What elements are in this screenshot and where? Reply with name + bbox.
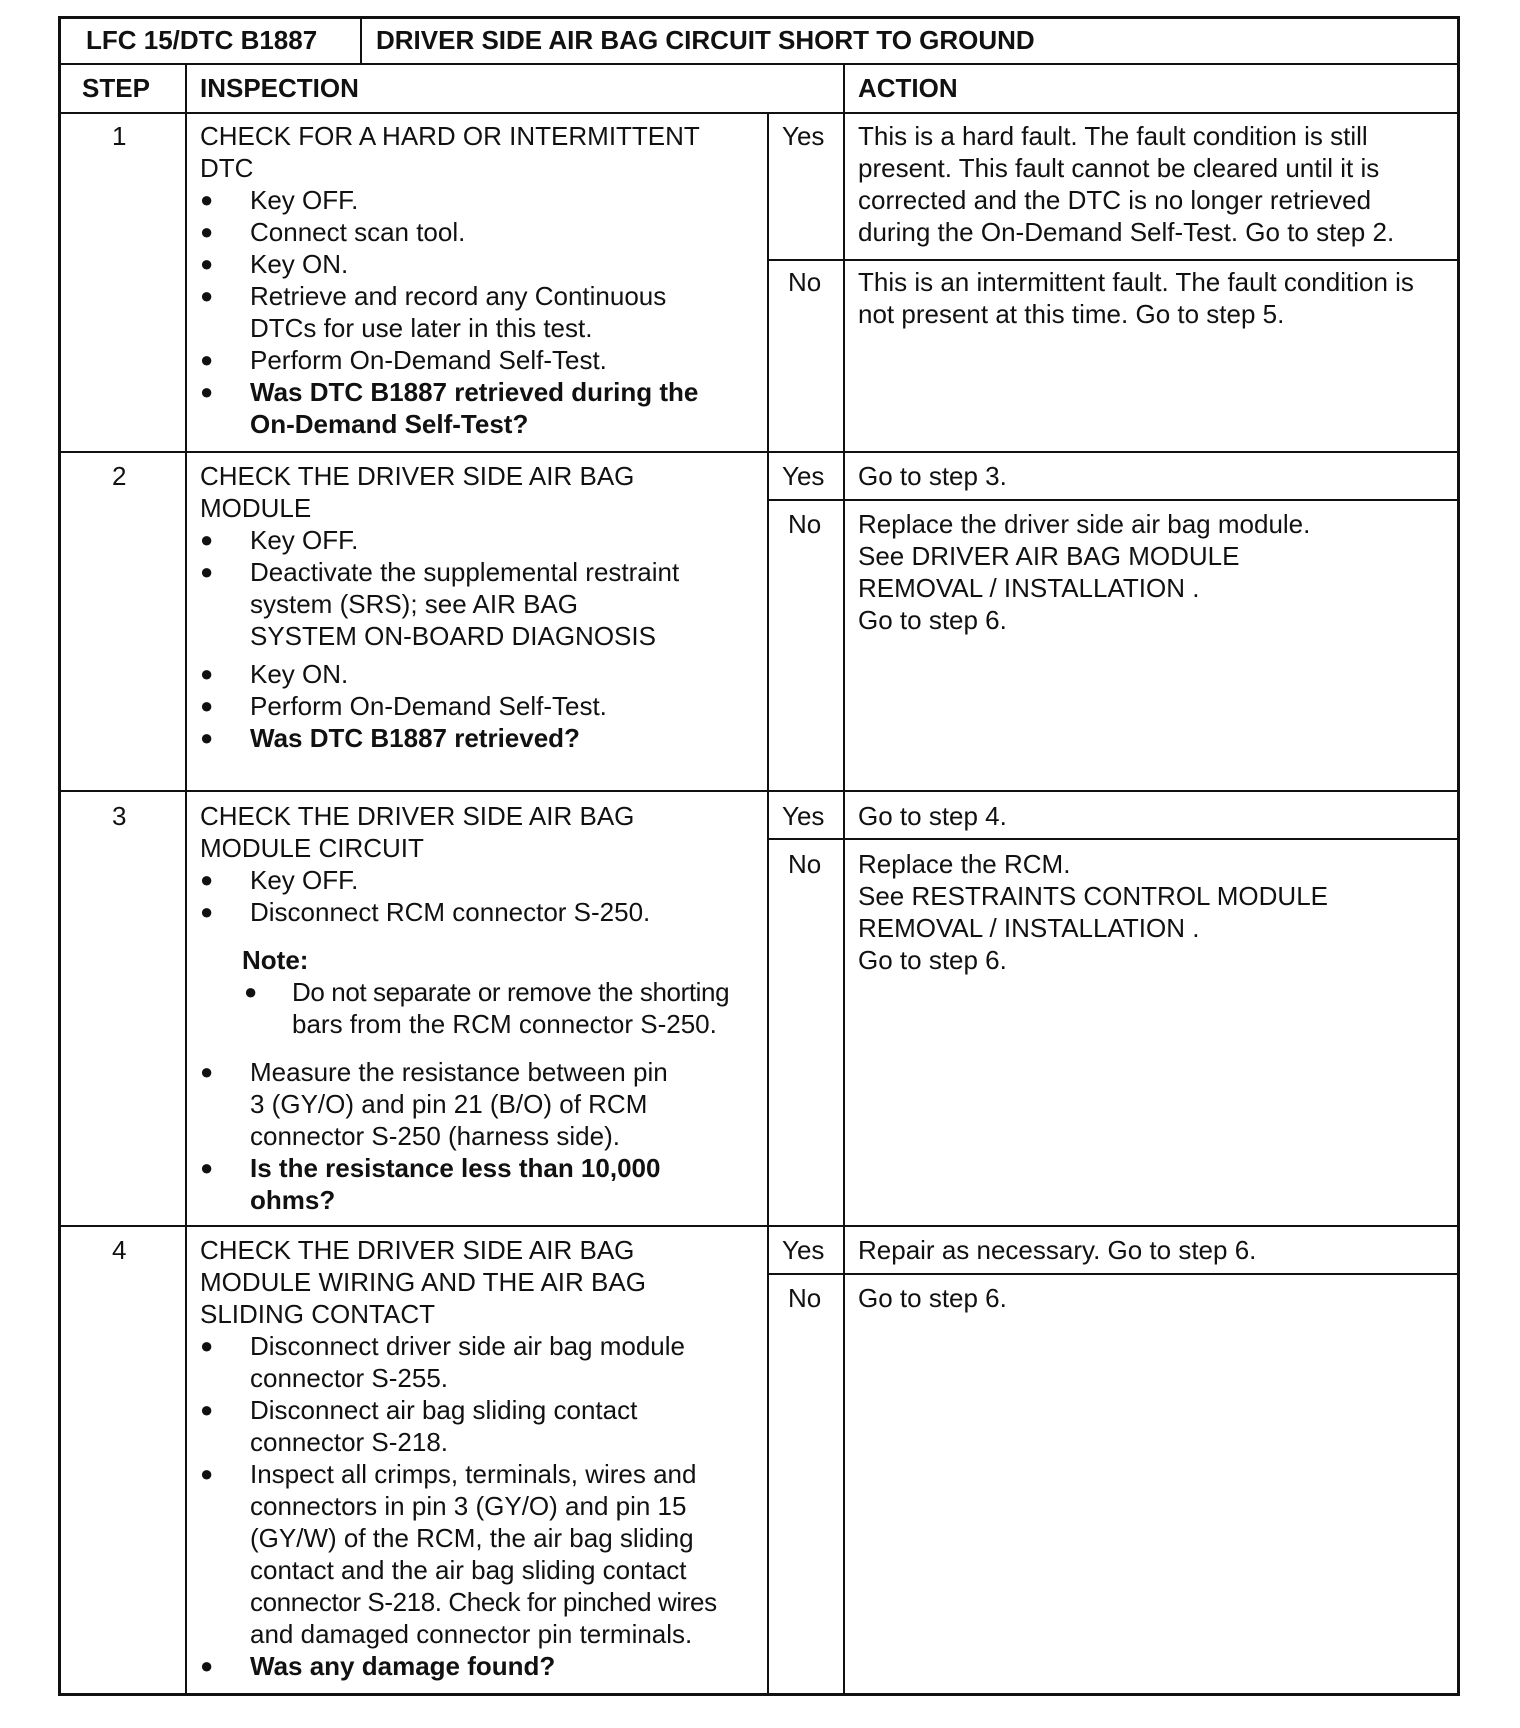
action-text: not present at this time. Go to step 5. (858, 299, 1285, 329)
step-4-yes-no-rule (767, 1273, 1460, 1275)
bullet-text: (GY/W) of the RCM, the air bag sliding (250, 1523, 694, 1553)
action-text: REMOVAL / INSTALLATION . (858, 573, 1200, 603)
bullet-text: connector S-218. Check for pinched wires (250, 1587, 717, 1617)
bullet-text: contact and the air bag sliding contact (250, 1555, 687, 1585)
bullet-text: Perform On-Demand Self-Test. (250, 691, 607, 721)
bullet-text: Key OFF. (250, 185, 359, 215)
step-title: DTC (200, 153, 254, 183)
bullet-text: Key ON. (250, 659, 349, 689)
header-rule (58, 63, 1460, 65)
action-text: Replace the driver side air bag module. (858, 509, 1311, 539)
bullet-icon: ● (200, 559, 214, 584)
bullet-icon: ● (200, 283, 214, 308)
no-label: No (788, 509, 822, 539)
step-title: CHECK THE DRIVER SIDE AIR BAG (200, 801, 635, 831)
action-text: Go to step 6. (858, 1283, 1007, 1313)
bullet-icon: ● (200, 1333, 214, 1358)
bullet-icon: ● (200, 347, 214, 372)
action-text: See DRIVER AIR BAG MODULE (858, 541, 1240, 571)
step-title: SLIDING CONTACT (200, 1299, 435, 1329)
bullet-text: Key OFF. (250, 525, 359, 555)
action-text: Replace the RCM. (858, 849, 1071, 879)
action-text: This is an intermittent fault. The fault condition is (858, 267, 1414, 297)
yes-label: Yes (782, 1235, 825, 1265)
step-3-rule (58, 1225, 1460, 1227)
step-title: MODULE WIRING AND THE AIR BAG (200, 1267, 646, 1297)
action-text: present. This fault cannot be cleared until it is (858, 153, 1380, 183)
bullet-text: Disconnect RCM connector S-250. (250, 897, 651, 927)
no-label: No (788, 267, 822, 297)
bullet-icon: ● (200, 693, 214, 718)
action-text: Go to step 4. (858, 801, 1007, 831)
yes-label: Yes (782, 801, 825, 831)
step-3-yes-no-rule (767, 838, 1460, 840)
bullet-text: Inspect all crimps, terminals, wires and (250, 1459, 697, 1489)
bullet-icon: ● (200, 187, 214, 212)
action-column-header: ACTION (858, 73, 958, 103)
step-title: MODULE CIRCUIT (200, 833, 424, 863)
bullet-icon: ● (200, 1461, 214, 1486)
step-title: MODULE (200, 493, 312, 523)
border-right (1457, 16, 1460, 1696)
bullet-text: Key OFF. (250, 865, 359, 895)
action-column-line (843, 64, 845, 1694)
action-text: REMOVAL / INSTALLATION . (858, 913, 1200, 943)
border-bottom (58, 1693, 1460, 1696)
bullet-icon: ● (200, 1155, 214, 1180)
question-text: On-Demand Self-Test? (250, 409, 529, 439)
action-text: See RESTRAINTS CONTROL MODULE (858, 881, 1329, 911)
bullet-icon: ● (200, 867, 214, 892)
action-text: corrected and the DTC is no longer retrieved (858, 185, 1372, 215)
bullet-text: Disconnect air bag sliding contact (250, 1395, 638, 1425)
step-number: 3 (112, 801, 127, 831)
step-title: CHECK THE DRIVER SIDE AIR BAG (200, 1235, 635, 1265)
question-text: Was DTC B1887 retrieved during the (250, 377, 699, 407)
diagnostic-table (58, 16, 1460, 1696)
action-text: This is a hard fault. The fault condition is still (858, 121, 1368, 151)
action-text: Repair as necessary. Go to step 6. (858, 1235, 1257, 1265)
bullet-icon: ● (200, 251, 214, 276)
step-column-line (185, 64, 187, 1694)
step-2-rule (58, 790, 1460, 792)
bullet-icon: ● (200, 1059, 214, 1084)
table-title: DRIVER SIDE AIR BAG CIRCUIT SHORT TO GROUND (376, 25, 1035, 55)
action-text: Go to step 6. (858, 945, 1007, 975)
note-text: Do not separate or remove the shorting (292, 977, 730, 1007)
bullet-icon: ● (200, 1397, 214, 1422)
step-1-yes-no-rule (767, 259, 1460, 261)
bullet-text: DTCs for use later in this test. (250, 313, 593, 343)
action-text: during the On-Demand Self-Test. Go to step 2. (858, 217, 1395, 247)
bullet-text: Perform On-Demand Self-Test. (250, 345, 607, 375)
step-number: 4 (112, 1235, 127, 1265)
step-number: 2 (112, 461, 127, 491)
border-top (58, 16, 1460, 19)
column-header-rule (58, 112, 1460, 114)
bullet-icon: ● (200, 379, 214, 404)
question-text: Was DTC B1887 retrieved? (250, 723, 580, 753)
bullet-text: Measure the resistance between pin (250, 1057, 668, 1087)
bullet-icon: ● (244, 979, 258, 1004)
bullet-text: and damaged connector pin terminals. (250, 1619, 693, 1649)
border-left (58, 16, 61, 1696)
no-label: No (788, 1283, 822, 1313)
step-title: CHECK FOR A HARD OR INTERMITTENT (200, 121, 700, 151)
note-text: bars from the RCM connector S-250. (292, 1009, 717, 1039)
bullet-text: connectors in pin 3 (GY/O) and pin 15 (250, 1491, 687, 1521)
bullet-text: Deactivate the supplemental restraint (250, 557, 680, 587)
question-text: ohms? (250, 1185, 336, 1215)
bullet-icon: ● (200, 219, 214, 244)
inspection-column-header: INSPECTION (200, 73, 359, 103)
bullet-text: connector S-250 (harness side). (250, 1121, 620, 1151)
bullet-text: Retrieve and record any Continuous (250, 281, 667, 311)
bullet-text: Key ON. (250, 249, 349, 279)
action-text: Go to step 6. (858, 605, 1007, 635)
step-2-yes-no-rule (767, 499, 1460, 501)
bullet-text: system (SRS); see AIR BAG (250, 589, 578, 619)
bullet-icon: ● (200, 527, 214, 552)
yes-label: Yes (782, 461, 825, 491)
bullet-icon: ● (200, 899, 214, 924)
bullet-text: connector S-218. (250, 1427, 449, 1457)
bullet-icon: ● (200, 725, 214, 750)
step-number: 1 (112, 121, 127, 151)
dtc-code: LFC 15/DTC B1887 (86, 25, 318, 55)
step-title: CHECK THE DRIVER SIDE AIR BAG (200, 461, 635, 491)
yesno-column-line (767, 113, 769, 1694)
step-1-rule (58, 451, 1460, 453)
bullet-icon: ● (200, 661, 214, 686)
bullet-icon: ● (200, 1653, 214, 1678)
no-label: No (788, 849, 822, 879)
bullet-text: connector S-255. (250, 1363, 449, 1393)
step-column-header: STEP (82, 73, 150, 103)
bullet-text: 3 (GY/O) and pin 21 (B/O) of RCM (250, 1089, 648, 1119)
yes-label: Yes (782, 121, 825, 151)
note-label: Note: (242, 945, 309, 975)
question-text: Was any damage found? (250, 1651, 556, 1681)
question-text: Is the resistance less than 10,000 (250, 1153, 661, 1183)
bullet-text: SYSTEM ON-BOARD DIAGNOSIS (250, 621, 656, 651)
bullet-text: Disconnect driver side air bag module (250, 1331, 685, 1361)
bullet-text: Connect scan tool. (250, 217, 466, 247)
header-divider (360, 16, 362, 64)
action-text: Go to step 3. (858, 461, 1007, 491)
